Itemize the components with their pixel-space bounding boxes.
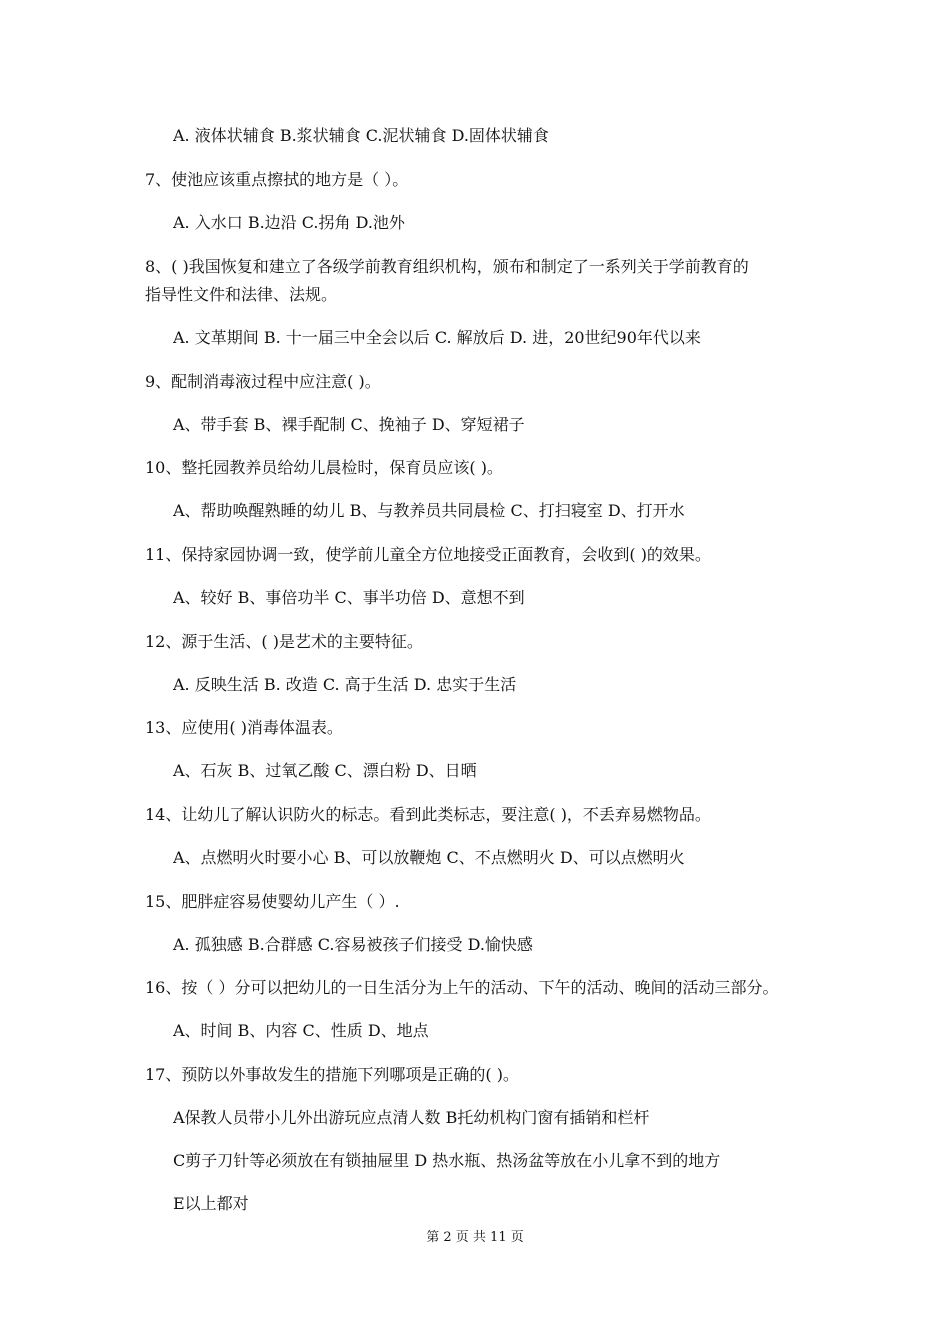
options-q12: A. 反映生活 B. 改造 C. 高于生活 D. 忠实于生活 (173, 675, 517, 694)
options-q7: A. 入水口 B.边沿 C.拐角 D.池外 (173, 213, 405, 232)
question-8: 8、( )我国恢复和建立了各级学前教育组织机构，颁布和制定了一系列关于学前教育的 (145, 257, 749, 276)
options-q6: A. 液体状辅食 B.浆状辅食 C.泥状辅食 D.固体状辅食 (173, 126, 549, 145)
question-12: 12、源于生活、( )是艺术的主要特征。 (145, 632, 423, 651)
question-17: 17、预防以外事故发生的措施下列哪项是正确的( )。 (145, 1065, 519, 1084)
options-q15: A. 孤独感 B.合群感 C.容易被孩子们接受 D.愉快感 (173, 935, 533, 954)
page-footer: 第 2 页 共 11 页 (426, 1230, 524, 1245)
options-q11: A、较好 B、事倍功半 C、事半功倍 D、意想不到 (173, 588, 525, 607)
question-9: 9、配制消毒液过程中应注意( )。 (145, 372, 381, 391)
question-15: 15、肥胖症容易使婴幼儿产生（ ）. (145, 892, 400, 911)
question-13: 13、应使用( )消毒体温表。 (145, 718, 343, 737)
options-q17-ab: A保教人员带小儿外出游玩应点清人数 B托幼机构门窗有插销和栏杆 (173, 1108, 650, 1127)
options-q17-e: E以上都对 (173, 1194, 249, 1213)
question-16: 16、按（ ）分可以把幼儿的一日生活分为上午的活动、下午的活动、晚间的活动三部分。 (145, 978, 779, 997)
options-q13: A、石灰 B、过氧乙酸 C、漂白粉 D、日晒 (173, 761, 477, 780)
question-8-cont: 指导性文件和法律、法规。 (145, 285, 338, 304)
options-q14: A、点燃明火时要小心 B、可以放鞭炮 C、不点燃明火 D、可以点燃明火 (173, 848, 685, 867)
options-q8: A. 文革期间 B. 十一届三中全会以后 C. 解放后 D. 进，20世纪90年代以来 (173, 328, 701, 347)
question-10: 10、整托园教养员给幼儿晨检时，保育员应该( )。 (145, 458, 503, 477)
question-7: 7、使池应该重点擦拭的地方是（ ）。 (145, 170, 409, 189)
question-14: 14、让幼儿了解认识防火的标志。看到此类标志，要注意( )，不丢弃易燃物品。 (145, 805, 711, 824)
options-q16: A、时间 B、内容 C、性质 D、地点 (173, 1021, 429, 1040)
options-q17-cd: C剪子刀针等必须放在有锁抽屉里 D 热水瓶、热汤盆等放在小儿拿不到的地方 (173, 1151, 721, 1170)
options-q9: A、带手套 B、裸手配制 C、挽袖子 D、穿短裙子 (173, 415, 525, 434)
options-q10: A、帮助唤醒熟睡的幼儿 B、与教养员共同晨检 C、打扫寝室 D、打开水 (173, 501, 685, 520)
question-11: 11、保持家园协调一致，使学前儿童全方位地接受正面教育，会收到( )的效果。 (145, 545, 711, 564)
